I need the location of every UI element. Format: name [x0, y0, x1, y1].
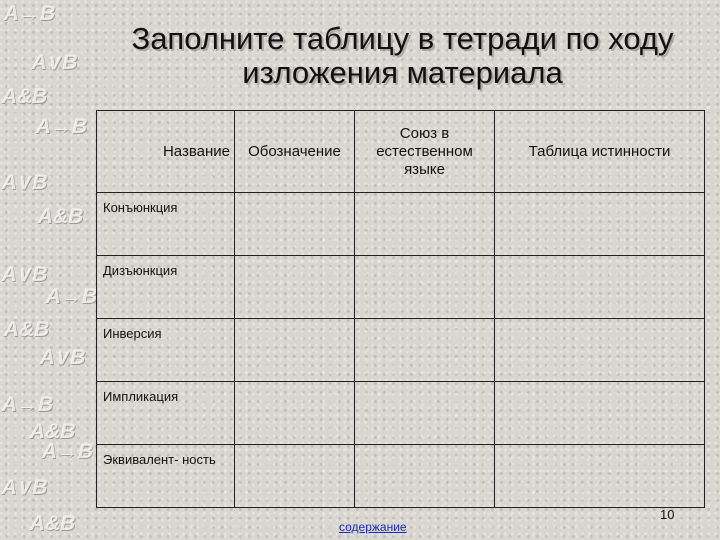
row-label-equivalence: Эквивалент- ность: [97, 445, 235, 508]
page-number: 10: [660, 507, 675, 522]
decor-formula: A&B: [1, 318, 53, 341]
decor-formula: A∨B: [29, 51, 81, 74]
table-row: [97, 193, 705, 256]
slide-title-line-2: изложения материала: [242, 55, 563, 90]
table-cell: [495, 193, 705, 256]
table-cell: [355, 319, 495, 382]
row-label-inversion: Инверсия: [97, 319, 235, 382]
table-header-row: [97, 111, 705, 193]
row-label-implication: Импликация: [97, 382, 235, 445]
header-name: Название: [97, 111, 235, 193]
row-label-conjunction: Конъюнкция: [97, 193, 235, 256]
contents-link[interactable]: содержание: [339, 520, 407, 534]
decor-formula: A∨B: [0, 476, 51, 499]
decor-formula: A→B: [43, 285, 100, 308]
table-cell: [235, 256, 355, 319]
table-row: [97, 319, 705, 382]
table-row: [97, 445, 705, 508]
fill-in-table: [96, 110, 705, 508]
table-row: [97, 382, 705, 445]
decor-formula: A∨B: [0, 171, 51, 194]
table-cell: [235, 319, 355, 382]
table-cell: [235, 382, 355, 445]
table-cell: [355, 193, 495, 256]
decor-formula: A∨B: [0, 263, 51, 286]
table-cell: [495, 382, 705, 445]
slide-title-line-1: Заполните таблицу в тетради по ходу: [131, 21, 674, 56]
header-truth-table: Таблица истинности: [495, 111, 705, 193]
decor-formula: A&B: [27, 420, 79, 443]
table-cell: [355, 445, 495, 508]
table-cell: [495, 445, 705, 508]
table-cell: [235, 193, 355, 256]
slide-title: [105, 22, 700, 90]
decor-formula: A→B: [33, 115, 90, 138]
decor-formula: A∨B: [37, 346, 89, 369]
table-cell: [495, 256, 705, 319]
decor-formula: A→B: [39, 440, 96, 463]
table-cell: [235, 445, 355, 508]
header-notation: Обозначение: [235, 111, 355, 193]
header-conjunction-natural-language: Союз в естественном языке: [355, 111, 495, 193]
table-cell: [355, 382, 495, 445]
row-label-disjunction: Дизъюнкция: [97, 256, 235, 319]
decor-formula: A&B: [27, 512, 79, 535]
table-cell: [495, 319, 705, 382]
decor-formula: A&B: [0, 85, 51, 108]
table-cell: [355, 256, 495, 319]
decor-formula: A&B: [35, 205, 87, 228]
decor-formula: A→B: [0, 393, 56, 416]
decor-formula: A→B: [1, 2, 58, 25]
background-formula-decoration: [0, 0, 110, 540]
table-row: [97, 256, 705, 319]
